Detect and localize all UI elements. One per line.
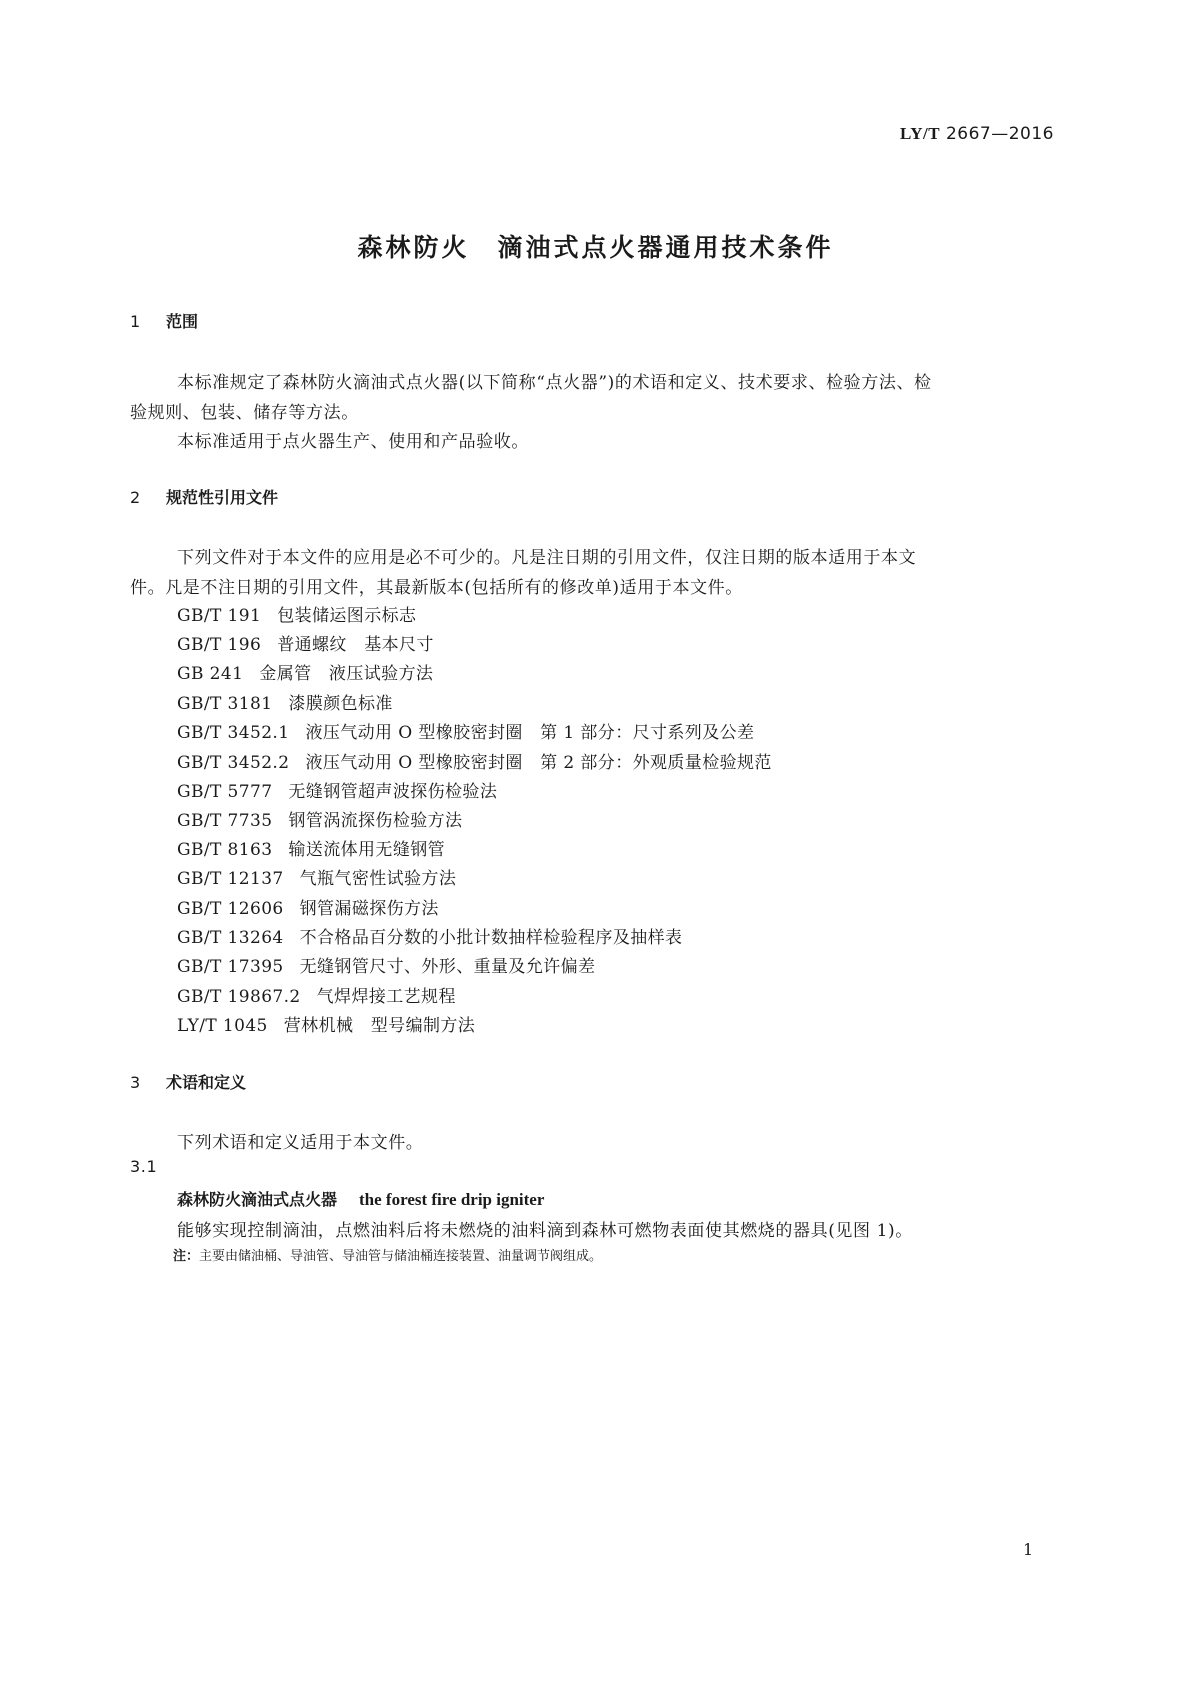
reference-title: 气瓶气密性试验方法	[299, 869, 457, 889]
standard-prefix: LY/T	[899, 124, 941, 143]
reference-title: 气焊焊接工艺规程	[316, 987, 456, 1007]
reference-item	[177, 982, 456, 1007]
paragraph: 下列文件对于本文件的应用是必不可少的。凡是注日期的引用文件，仅注日期的版本适用于本文	[177, 548, 917, 568]
reference-item	[177, 835, 445, 860]
reference-title: 不合格品百分数的小批计数抽样检验程序及抽样表	[299, 928, 683, 948]
reference-code: GB/T 13264	[177, 928, 284, 948]
reference-code: GB/T 3452.2	[177, 753, 290, 773]
section-number: 3	[130, 1073, 141, 1092]
reference-item	[177, 777, 497, 802]
reference-title: 金属管 液压试验方法	[259, 664, 434, 684]
reference-title: 普通螺纹 基本尺寸	[277, 635, 434, 655]
reference-title: 钢管漏磁探伤方法	[299, 899, 439, 919]
reference-title: 钢管涡流探伤检验方法	[288, 811, 463, 831]
reference-title: 无缝钢管超声波探伤检验法	[288, 782, 498, 802]
reference-code: GB/T 12137	[177, 869, 284, 889]
reference-code: LY/T 1045	[177, 1016, 268, 1036]
reference-item	[177, 718, 754, 743]
note-text: 主要由储油桶、导油管、导油管与储油桶连接装置、油量调节阀组成。	[199, 1249, 603, 1264]
reference-title: 包装储运图示标志	[277, 606, 417, 626]
reference-item	[177, 864, 456, 889]
reference-title: 漆膜颜色标准	[288, 694, 393, 714]
reference-item	[177, 630, 434, 655]
paragraph: 本标准适用于点火器生产、使用和产品验收。	[177, 432, 529, 452]
reference-code: GB/T 17395	[177, 957, 284, 977]
reference-title: 输送流体用无缝钢管	[288, 840, 446, 860]
section-title: 范围	[166, 312, 199, 331]
page-number: 1	[1023, 1540, 1034, 1559]
reference-code: GB/T 7735	[177, 811, 273, 831]
term-english: the forest fire drip igniter	[359, 1190, 545, 1209]
section-number: 1	[130, 312, 141, 331]
term-entry	[177, 1187, 544, 1210]
reference-code: GB/T 12606	[177, 899, 284, 919]
reference-item	[177, 923, 682, 948]
reference-title: 液压气动用 O 型橡胶密封圈 第 1 部分：尺寸系列及公差	[305, 723, 755, 743]
reference-code: GB/T 191	[177, 606, 262, 626]
reference-code: GB/T 3181	[177, 694, 273, 714]
section-heading-1	[130, 309, 198, 332]
reference-code: GB/T 8163	[177, 840, 273, 860]
reference-item	[177, 894, 439, 919]
reference-code: GB/T 19867.2	[177, 987, 301, 1007]
paragraph: 下列术语和定义适用于本文件。	[177, 1133, 424, 1153]
term-chinese: 森林防火滴油式点火器	[177, 1190, 338, 1209]
reference-code: GB/T 196	[177, 635, 262, 655]
reference-code: GB/T 5777	[177, 782, 273, 802]
section-title: 术语和定义	[166, 1073, 247, 1092]
note-label: 注：	[173, 1249, 200, 1264]
term-number: 3.1	[130, 1157, 158, 1176]
reference-item	[177, 601, 416, 626]
reference-item	[177, 952, 595, 977]
document-title: 森林防火 滴油式点火器通用技术条件	[357, 233, 834, 262]
paragraph: 验规则、包装、储存等方法。	[130, 403, 359, 423]
reference-item	[177, 689, 393, 714]
reference-item	[177, 659, 433, 684]
section-title: 规范性引用文件	[166, 488, 279, 507]
term-note	[173, 1245, 602, 1264]
paragraph: 本标准规定了森林防火滴油式点火器(以下简称“点火器”)的术语和定义、技术要求、检验方法、检	[177, 373, 932, 393]
standard-code	[900, 124, 1054, 144]
reference-item	[177, 748, 772, 773]
section-heading-3	[130, 1070, 246, 1093]
reference-title: 无缝钢管尺寸、外形、重量及允许偏差	[299, 957, 596, 977]
term-definition: 能够实现控制滴油，点燃油料后将未燃烧的油料滴到森林可燃物表面使其燃烧的器具(见图 1)。	[177, 1221, 913, 1241]
reference-item	[177, 806, 462, 831]
paragraph: 件。凡是不注日期的引用文件，其最新版本(包括所有的修改单)适用于本文件。	[130, 578, 743, 598]
reference-code: GB 241	[177, 664, 244, 684]
reference-code: GB/T 3452.1	[177, 723, 290, 743]
section-number: 2	[130, 488, 141, 507]
standard-number: 2667—2016	[945, 124, 1054, 144]
section-heading-2	[130, 485, 278, 508]
reference-title: 液压气动用 O 型橡胶密封圈 第 2 部分：外观质量检验规范	[305, 753, 772, 773]
reference-title: 营林机械 型号编制方法	[283, 1016, 476, 1036]
reference-item	[177, 1011, 475, 1036]
